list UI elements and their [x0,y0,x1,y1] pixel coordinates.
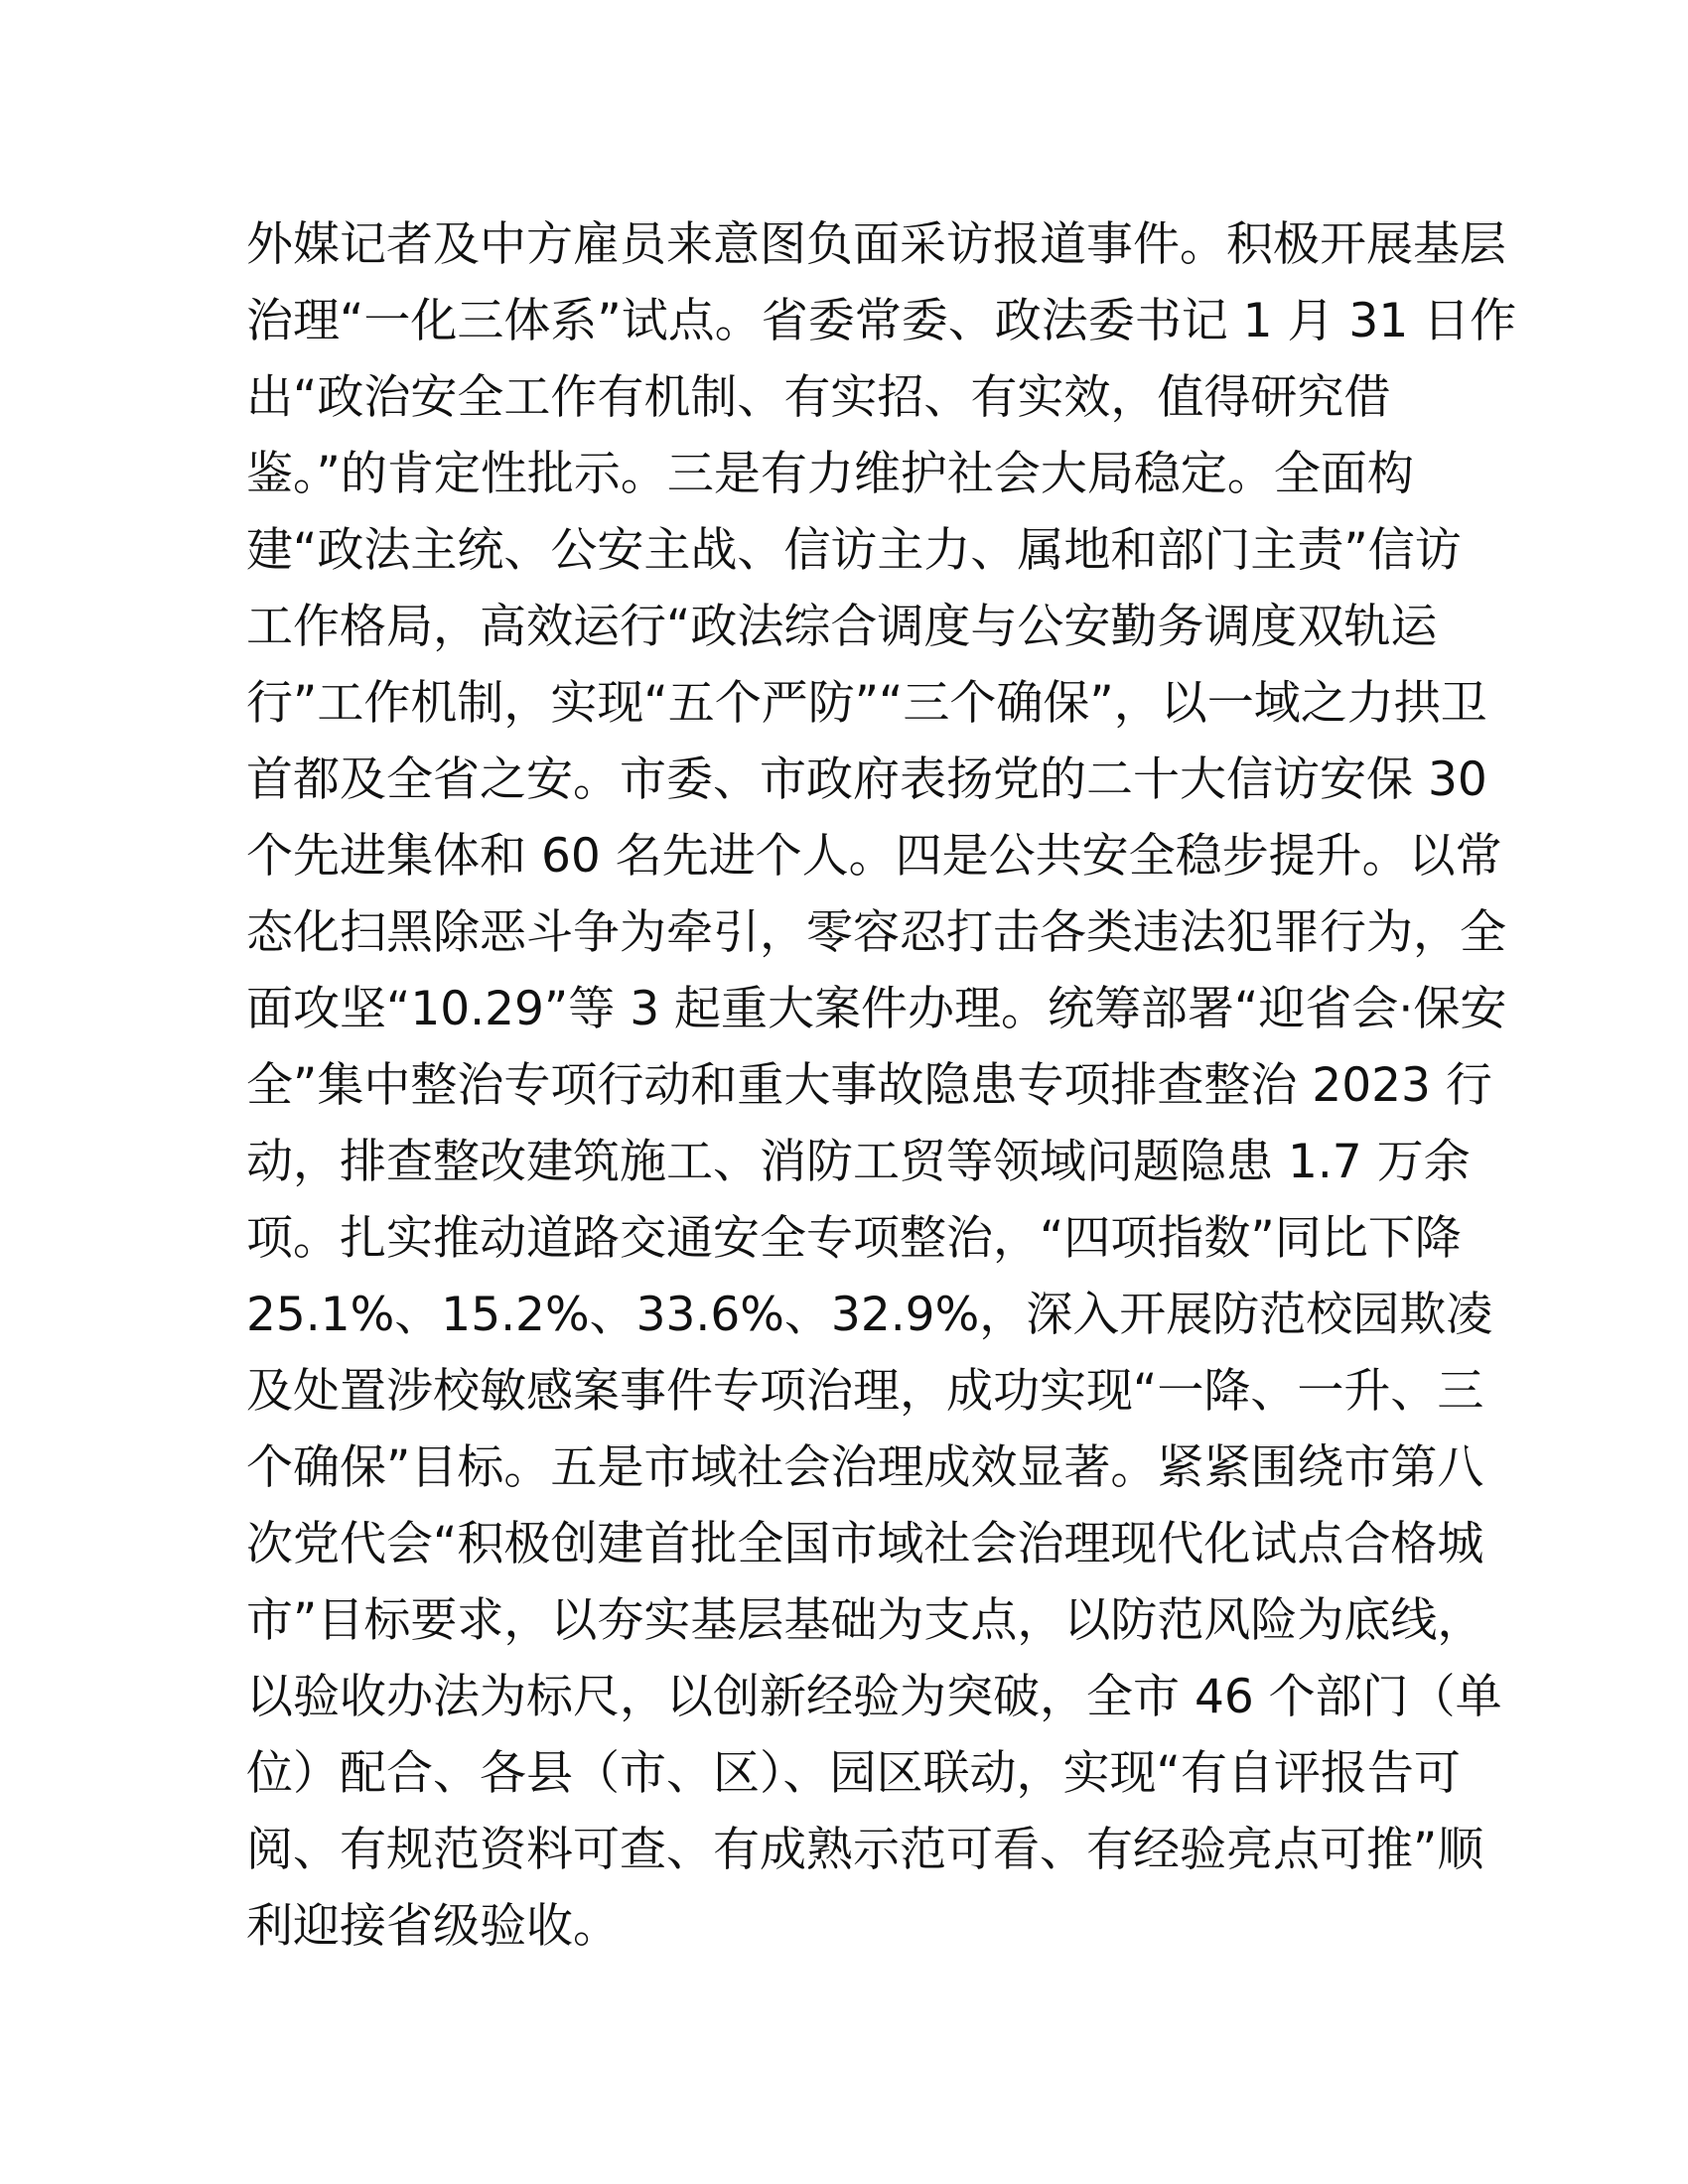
text-line: 工作格局，高效运行“政法综合调度与公安勤务调度双轨运 [246,600,1438,654]
text-line: 及处置涉校敏感案事件专项治理，成功实现“一降、一升、三 [246,1364,1484,1419]
text-line: 利迎接省级验收。 [246,1899,620,1954]
text-line: 行”工作机制，实现“五个严防”“三个确保”，以一域之力拱卫 [246,676,1487,731]
text-line: 阅、有规范资料可查、有成熟示范可看、有经验亮点可推”顺 [246,1823,1484,1877]
text-line: 以验收办法为标尺，以创新经验为突破，全市 46 个部门（单 [246,1670,1502,1724]
text-line: 全”集中整治专项行动和重大事故隐患专项排查整治 2023 行 [246,1058,1492,1113]
text-line: 出“政治安全工作有机制、有实招、有实效，值得研究借 [246,370,1391,425]
text-line: 面攻坚“10.29”等 3 起重大案件办理。统筹部署“迎省会·保安 [246,982,1507,1036]
text-line: 项。扎实推动道路交通安全专项整治，“四项指数”同比下降 [246,1211,1462,1266]
text-line: 市”目标要求，以夯实基层基础为支点，以防范风险为底线， [246,1593,1484,1648]
text-line: 治理“一化三体系”试点。省委常委、政法委书记 1 月 31 日作 [246,294,1517,348]
text-line: 25.1%、15.2%、33.6%、32.9%，深入开展防范校园欺凌 [246,1288,1493,1342]
text-line: 态化扫黑除恶斗争为牵引，零容忍打击各类违法犯罪行为，全 [246,905,1506,960]
text-line: 动，排查整改建筑施工、消防工贸等领域问题隐患 1.7 万余 [246,1135,1471,1189]
text-line: 首都及全省之安。市委、市政府表扬党的二十大信访安保 30 [246,752,1487,807]
text-line: 位）配合、各县（市、区）、园区联动，实现“有自评报告可 [246,1746,1461,1801]
text-line: 鉴。”的肯定性批示。三是有力维护社会大局稳定。全面构 [246,447,1414,501]
text-line: 建“政法主统、公安主战、信访主力、属地和部门主责”信访 [246,523,1462,578]
text-line: 外媒记者及中方雇员来意图负面采访报道事件。积极开展基层 [246,217,1506,272]
text-line: 个先进集体和 60 名先进个人。四是公共安全稳步提升。以常 [246,829,1502,884]
body-paragraph [246,206,1517,1965]
text-line: 次党代会“积极创建首批全国市域社会治理现代化试点合格城 [246,1517,1484,1571]
text-line: 个确保”目标。五是市域社会治理成效显著。紧紧围绕市第八 [246,1440,1484,1495]
